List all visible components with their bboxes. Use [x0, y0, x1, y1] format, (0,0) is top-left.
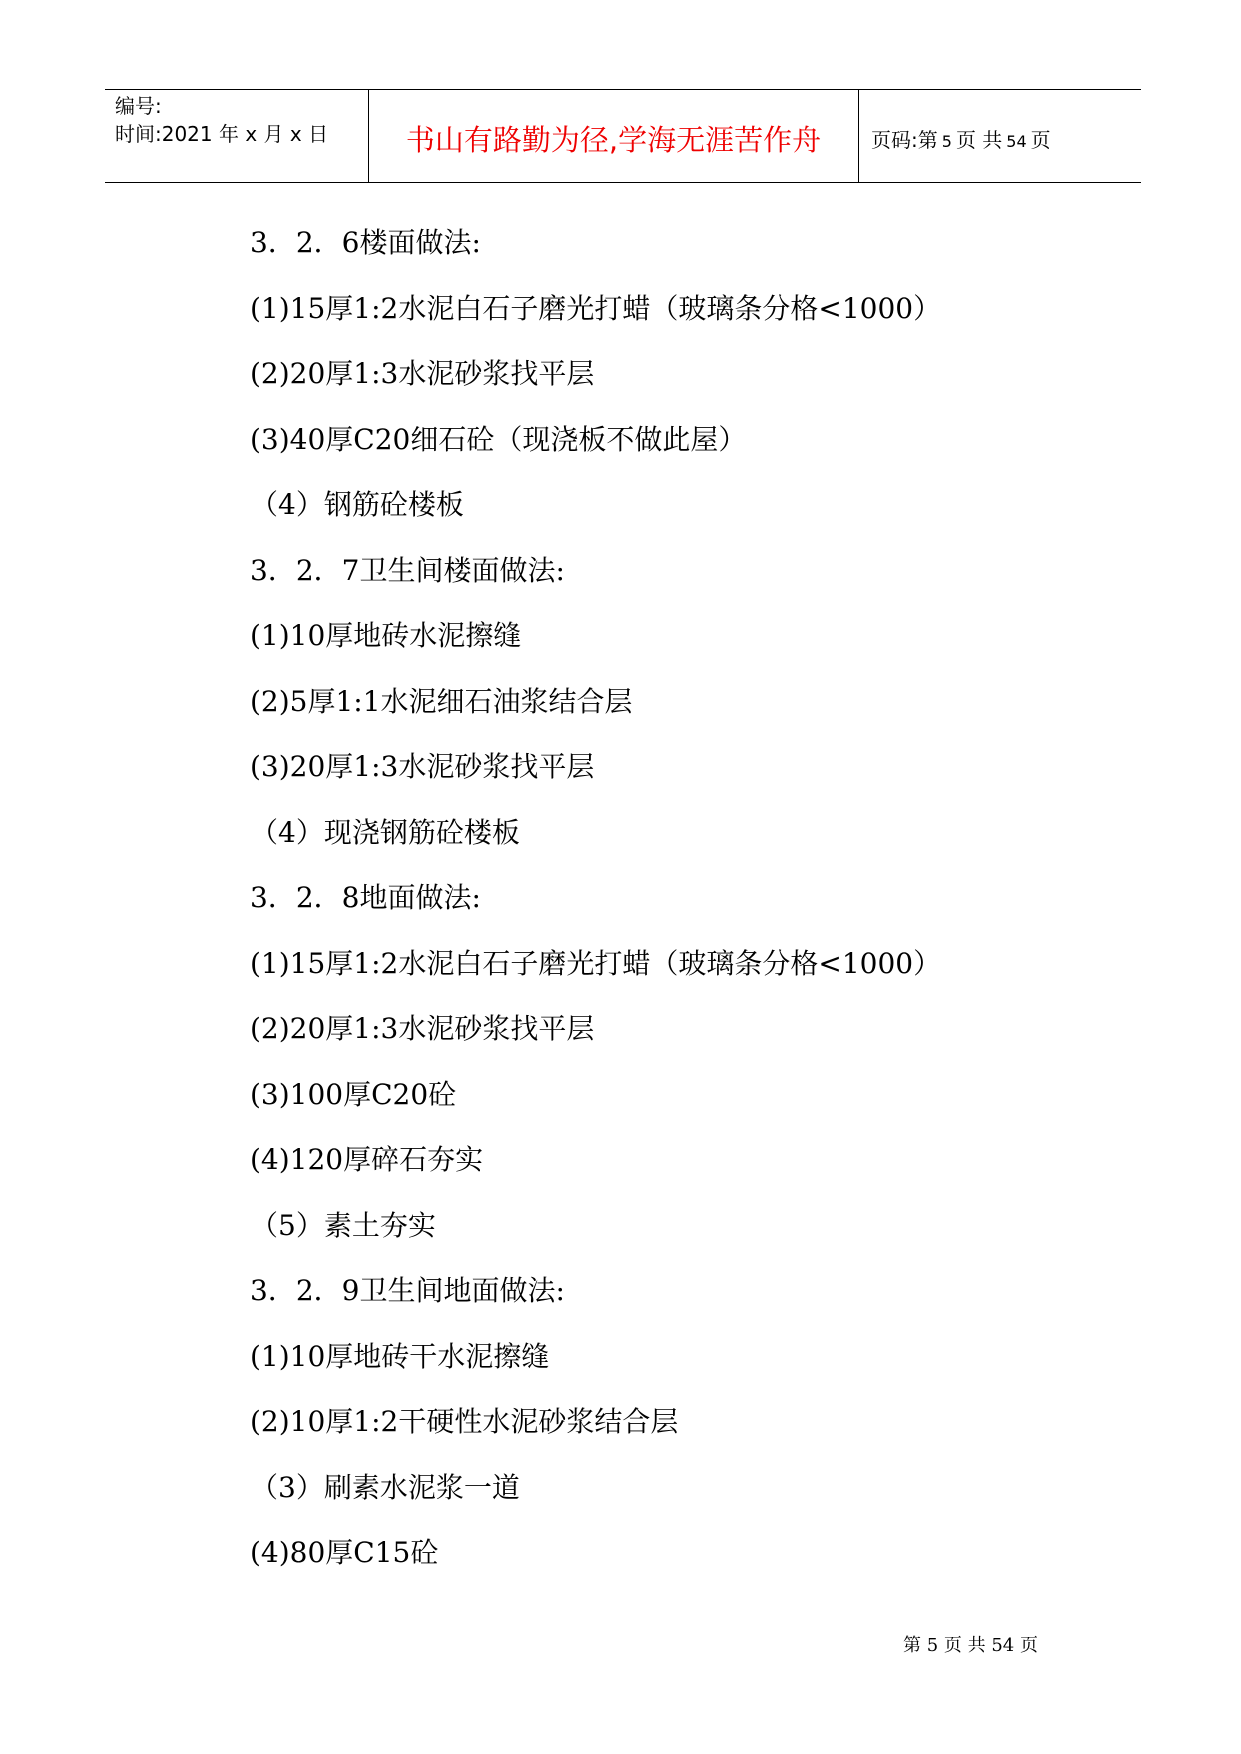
header-motto: 书山有路勤为径,学海无涯苦作舟	[405, 123, 822, 157]
body-line: (2)5厚1:1水泥细石油浆结合层	[250, 684, 633, 718]
section-heading-3-2-7: 3．2．7卫生间楼面做法:	[250, 553, 565, 587]
body-line: （4）现浇钢筋砼楼板	[250, 815, 520, 849]
document-number-label: 编号:	[115, 94, 162, 118]
body-line: （3）刷素水泥浆一道	[250, 1470, 520, 1504]
body-line: （5）素土夯实	[250, 1208, 436, 1242]
section-heading-3-2-6: 3．2．6楼面做法:	[250, 226, 481, 259]
body-line: (1)15厚1:2水泥白石子磨光打蜡（玻璃条分格<1000）	[250, 291, 942, 325]
document-time-label: 时间:2021 年 x 月 x 日	[115, 122, 329, 146]
body-line: (3)100厚C20砼	[250, 1077, 457, 1111]
section-heading-3-2-9: 3．2．9卫生间地面做法:	[250, 1274, 565, 1307]
document-body	[250, 220, 1150, 1596]
body-line: (1)10厚地砖水泥擦缝	[250, 619, 522, 652]
page-total: 54	[1006, 132, 1027, 151]
header-motto-cell	[369, 90, 859, 182]
page-footer: 第 5 页 共 54 页	[903, 1635, 1038, 1656]
body-line: (2)20厚1:3水泥砂浆找平层	[250, 1012, 595, 1045]
page-prefix: 页码:第	[871, 128, 938, 152]
header-page-cell	[859, 90, 1141, 182]
body-line: (4)80厚C15砼	[250, 1536, 439, 1569]
page-suffix: 页	[1030, 128, 1051, 152]
page-mid: 页 共	[955, 128, 1003, 152]
section-heading-3-2-8: 3．2．8地面做法:	[250, 881, 481, 914]
body-line: （4）钢筋砼楼板	[250, 488, 464, 521]
body-line: (1)10厚地砖干水泥擦缝	[250, 1339, 550, 1373]
body-line: (3)40厚C20细石砼（现浇板不做此屋）	[250, 422, 747, 456]
body-line: (4)120厚碎石夯实	[250, 1143, 484, 1176]
header-info-cell	[105, 90, 369, 182]
page-header	[105, 89, 1141, 183]
page-current: 5	[941, 132, 952, 151]
body-line: (2)20厚1:3水泥砂浆找平层	[250, 357, 595, 390]
body-line: (1)15厚1:2水泥白石子磨光打蜡（玻璃条分格<1000）	[250, 946, 942, 980]
body-line: (2)10厚1:2干硬性水泥砂浆结合层	[250, 1405, 679, 1438]
body-line: (3)20厚1:3水泥砂浆找平层	[250, 750, 595, 783]
header-page-number	[871, 124, 1051, 153]
